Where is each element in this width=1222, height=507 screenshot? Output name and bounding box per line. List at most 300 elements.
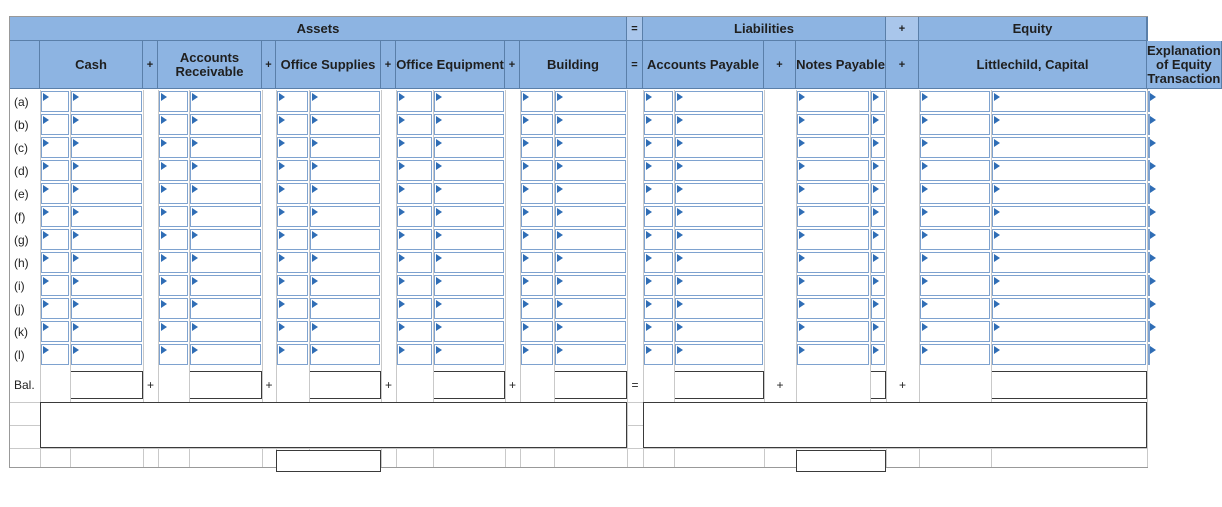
dropdown-marker-icon bbox=[557, 139, 563, 147]
dropdown-marker-icon bbox=[399, 231, 405, 239]
entry-field[interactable] bbox=[992, 160, 1146, 181]
entry-field[interactable] bbox=[71, 298, 142, 319]
office-equipment-header: Office Equipment bbox=[396, 41, 505, 89]
dropdown-marker-icon bbox=[523, 93, 529, 101]
entry-field[interactable] bbox=[71, 114, 142, 135]
entry-field[interactable] bbox=[277, 229, 308, 250]
entry-field[interactable] bbox=[797, 344, 869, 365]
entry-field[interactable] bbox=[159, 160, 188, 181]
entry-field[interactable] bbox=[675, 252, 763, 273]
entry-field[interactable] bbox=[310, 137, 380, 158]
entry-field[interactable] bbox=[521, 137, 553, 158]
dropdown-marker-icon bbox=[646, 162, 652, 170]
entry-field[interactable] bbox=[644, 206, 673, 227]
entry-field[interactable] bbox=[71, 91, 142, 112]
entry-field[interactable] bbox=[871, 229, 885, 250]
entry-field[interactable] bbox=[277, 137, 308, 158]
entry-field[interactable] bbox=[1148, 298, 1150, 319]
op-header: + bbox=[381, 41, 396, 89]
entry-field[interactable] bbox=[310, 321, 380, 342]
entry-field[interactable] bbox=[920, 183, 990, 204]
grid-line bbox=[10, 448, 1147, 449]
entry-field[interactable] bbox=[871, 183, 885, 204]
balance-operator: = bbox=[631, 378, 639, 392]
entry-field[interactable] bbox=[920, 252, 990, 273]
entry-field[interactable] bbox=[434, 298, 504, 319]
entry-field[interactable] bbox=[992, 321, 1146, 342]
dropdown-marker-icon bbox=[161, 277, 167, 285]
entry-field[interactable] bbox=[397, 298, 432, 319]
entry-field[interactable] bbox=[555, 160, 626, 181]
entry-field[interactable] bbox=[992, 91, 1146, 112]
entry-field[interactable] bbox=[310, 229, 380, 250]
entry-field[interactable] bbox=[159, 298, 188, 319]
entry-field[interactable] bbox=[521, 206, 553, 227]
entry-field[interactable] bbox=[190, 160, 261, 181]
dropdown-marker-icon bbox=[1150, 116, 1156, 124]
dropdown-marker-icon bbox=[799, 231, 805, 239]
entry-field[interactable] bbox=[797, 252, 869, 273]
entry-field[interactable] bbox=[644, 114, 673, 135]
entry-field[interactable] bbox=[797, 114, 869, 135]
entry-field[interactable] bbox=[920, 114, 990, 135]
entry-field[interactable] bbox=[71, 252, 142, 273]
entry-field[interactable] bbox=[675, 275, 763, 296]
entry-field[interactable] bbox=[41, 275, 69, 296]
dropdown-marker-icon bbox=[677, 93, 683, 101]
entry-field[interactable] bbox=[871, 137, 885, 158]
balance-field[interactable] bbox=[70, 371, 143, 399]
balance-field[interactable] bbox=[991, 371, 1147, 399]
dropdown-marker-icon bbox=[677, 323, 683, 331]
dropdown-marker-icon bbox=[312, 93, 318, 101]
entry-field[interactable] bbox=[159, 137, 188, 158]
entry-field[interactable] bbox=[397, 321, 432, 342]
entry-field[interactable] bbox=[521, 275, 553, 296]
dropdown-marker-icon bbox=[192, 300, 198, 308]
entry-field[interactable] bbox=[644, 275, 673, 296]
entry-field[interactable] bbox=[159, 275, 188, 296]
entry-field[interactable] bbox=[871, 160, 885, 181]
entry-field[interactable] bbox=[71, 160, 142, 181]
row-label: (h) bbox=[14, 255, 29, 270]
dropdown-marker-icon bbox=[646, 254, 652, 262]
entry-field[interactable] bbox=[190, 91, 261, 112]
entry-field[interactable] bbox=[71, 344, 142, 365]
equity-group-header: Equity bbox=[919, 17, 1147, 41]
assets-total-box[interactable] bbox=[40, 402, 627, 448]
entry-field[interactable] bbox=[555, 275, 626, 296]
entry-field[interactable] bbox=[1148, 275, 1150, 296]
entry-field[interactable] bbox=[920, 160, 990, 181]
explanation-header: Explanation of Equity Transaction bbox=[1147, 41, 1222, 89]
entry-field[interactable] bbox=[434, 137, 504, 158]
entry-field[interactable] bbox=[1148, 160, 1150, 181]
entry-field[interactable] bbox=[871, 344, 885, 365]
entry-field[interactable] bbox=[871, 275, 885, 296]
balance-field[interactable] bbox=[189, 371, 262, 399]
dropdown-marker-icon bbox=[43, 208, 49, 216]
entry-field[interactable] bbox=[675, 91, 763, 112]
entry-field[interactable] bbox=[190, 183, 261, 204]
dropdown-marker-icon bbox=[1150, 93, 1156, 101]
entry-field[interactable] bbox=[1148, 137, 1150, 158]
dropdown-marker-icon bbox=[677, 300, 683, 308]
entry-field[interactable] bbox=[555, 183, 626, 204]
entry-field[interactable] bbox=[310, 114, 380, 135]
dropdown-marker-icon bbox=[873, 231, 879, 239]
dropdown-marker-icon bbox=[646, 185, 652, 193]
entry-field[interactable] bbox=[797, 298, 869, 319]
entry-field[interactable] bbox=[190, 114, 261, 135]
entry-field[interactable] bbox=[871, 206, 885, 227]
entry-field[interactable] bbox=[644, 229, 673, 250]
entry-field[interactable] bbox=[521, 91, 553, 112]
dropdown-marker-icon bbox=[43, 116, 49, 124]
row-label: (k) bbox=[14, 324, 28, 339]
dropdown-marker-icon bbox=[73, 162, 79, 170]
entry-field[interactable] bbox=[277, 114, 308, 135]
dropdown-marker-icon bbox=[873, 277, 879, 285]
dropdown-marker-icon bbox=[557, 208, 563, 216]
entry-field[interactable] bbox=[797, 275, 869, 296]
dropdown-marker-icon bbox=[677, 139, 683, 147]
entry-field[interactable] bbox=[644, 321, 673, 342]
entry-field[interactable] bbox=[397, 252, 432, 273]
entry-field[interactable] bbox=[992, 206, 1146, 227]
entry-field[interactable] bbox=[675, 160, 763, 181]
entry-field[interactable] bbox=[920, 298, 990, 319]
liabilities-equity-total-box[interactable] bbox=[643, 402, 1147, 448]
entry-field[interactable] bbox=[797, 229, 869, 250]
dropdown-marker-icon bbox=[279, 277, 285, 285]
entry-field[interactable] bbox=[159, 229, 188, 250]
entry-field[interactable] bbox=[797, 160, 869, 181]
entry-field[interactable] bbox=[190, 137, 261, 158]
dropdown-marker-icon bbox=[399, 346, 405, 354]
balance-field[interactable] bbox=[554, 371, 627, 399]
entry-field[interactable] bbox=[920, 321, 990, 342]
entry-field[interactable] bbox=[1148, 252, 1150, 273]
entry-field[interactable] bbox=[992, 229, 1146, 250]
entry-field[interactable] bbox=[644, 183, 673, 204]
dropdown-marker-icon bbox=[312, 277, 318, 285]
entry-field[interactable] bbox=[159, 183, 188, 204]
entry-field[interactable] bbox=[1148, 114, 1150, 135]
entry-field[interactable] bbox=[41, 137, 69, 158]
entry-field[interactable] bbox=[190, 206, 261, 227]
entry-field[interactable] bbox=[277, 321, 308, 342]
dropdown-marker-icon bbox=[312, 323, 318, 331]
entry-field[interactable] bbox=[871, 91, 885, 112]
entry-field[interactable] bbox=[555, 344, 626, 365]
dropdown-marker-icon bbox=[192, 277, 198, 285]
dropdown-marker-icon bbox=[922, 277, 928, 285]
entry-field[interactable] bbox=[1148, 344, 1150, 365]
entry-field[interactable] bbox=[992, 183, 1146, 204]
row-label: (g) bbox=[14, 232, 29, 247]
dropdown-marker-icon bbox=[73, 254, 79, 262]
entry-field[interactable] bbox=[675, 183, 763, 204]
subtotal-box[interactable] bbox=[276, 450, 381, 472]
dropdown-marker-icon bbox=[279, 162, 285, 170]
entry-field[interactable] bbox=[434, 160, 504, 181]
entry-field[interactable] bbox=[397, 229, 432, 250]
entry-field[interactable] bbox=[277, 91, 308, 112]
entry-field[interactable] bbox=[397, 114, 432, 135]
entry-field[interactable] bbox=[644, 91, 673, 112]
entry-field[interactable] bbox=[675, 137, 763, 158]
entry-field[interactable] bbox=[555, 229, 626, 250]
dropdown-marker-icon bbox=[994, 323, 1000, 331]
entry-field[interactable] bbox=[71, 206, 142, 227]
entry-field[interactable] bbox=[277, 206, 308, 227]
entry-field[interactable] bbox=[1148, 229, 1150, 250]
entry-field[interactable] bbox=[434, 252, 504, 273]
entry-field[interactable] bbox=[644, 344, 673, 365]
entry-field[interactable] bbox=[675, 206, 763, 227]
entry-field[interactable] bbox=[992, 252, 1146, 273]
entry-field[interactable] bbox=[521, 344, 553, 365]
entry-field[interactable] bbox=[675, 321, 763, 342]
entry-field[interactable] bbox=[277, 344, 308, 365]
entry-field[interactable] bbox=[797, 321, 869, 342]
dropdown-marker-icon bbox=[994, 231, 1000, 239]
entry-field[interactable] bbox=[992, 137, 1146, 158]
dropdown-marker-icon bbox=[994, 300, 1000, 308]
dropdown-marker-icon bbox=[873, 185, 879, 193]
entry-field[interactable] bbox=[310, 344, 380, 365]
entry-field[interactable] bbox=[521, 160, 553, 181]
entry-field[interactable] bbox=[310, 206, 380, 227]
dropdown-marker-icon bbox=[399, 208, 405, 216]
entry-field[interactable] bbox=[159, 321, 188, 342]
entry-field[interactable] bbox=[992, 344, 1146, 365]
entry-field[interactable] bbox=[434, 344, 504, 365]
entry-field[interactable] bbox=[190, 344, 261, 365]
entry-field[interactable] bbox=[41, 206, 69, 227]
balance-field[interactable] bbox=[433, 371, 505, 399]
entry-field[interactable] bbox=[521, 252, 553, 273]
entry-field[interactable] bbox=[277, 183, 308, 204]
entry-field[interactable] bbox=[675, 229, 763, 250]
entry-field[interactable] bbox=[397, 91, 432, 112]
entry-field[interactable] bbox=[1148, 91, 1150, 112]
entry-field[interactable] bbox=[644, 160, 673, 181]
entry-field[interactable] bbox=[920, 344, 990, 365]
entry-field[interactable] bbox=[521, 321, 553, 342]
entry-field[interactable] bbox=[1148, 183, 1150, 204]
dropdown-marker-icon bbox=[279, 116, 285, 124]
entry-field[interactable] bbox=[797, 183, 869, 204]
dropdown-marker-icon bbox=[873, 346, 879, 354]
entry-field[interactable] bbox=[434, 206, 504, 227]
dropdown-marker-icon bbox=[43, 323, 49, 331]
entry-field[interactable] bbox=[397, 206, 432, 227]
entry-field[interactable] bbox=[797, 91, 869, 112]
entry-field[interactable] bbox=[434, 183, 504, 204]
entry-field[interactable] bbox=[190, 321, 261, 342]
entry-field[interactable] bbox=[555, 206, 626, 227]
row-label: (j) bbox=[14, 301, 25, 316]
dropdown-marker-icon bbox=[557, 93, 563, 101]
grid-line bbox=[627, 90, 628, 467]
entry-field[interactable] bbox=[521, 183, 553, 204]
entry-field[interactable] bbox=[190, 275, 261, 296]
entry-field[interactable] bbox=[159, 344, 188, 365]
dropdown-marker-icon bbox=[161, 231, 167, 239]
dropdown-marker-icon bbox=[994, 185, 1000, 193]
dropdown-marker-icon bbox=[43, 346, 49, 354]
entry-field[interactable] bbox=[521, 229, 553, 250]
entry-field[interactable] bbox=[277, 160, 308, 181]
entry-field[interactable] bbox=[397, 137, 432, 158]
entry-field[interactable] bbox=[644, 252, 673, 273]
entry-field[interactable] bbox=[159, 252, 188, 273]
entry-field[interactable] bbox=[1148, 206, 1150, 227]
dropdown-marker-icon bbox=[312, 208, 318, 216]
entry-field[interactable] bbox=[675, 114, 763, 135]
dropdown-marker-icon bbox=[43, 93, 49, 101]
entry-field[interactable] bbox=[871, 321, 885, 342]
entry-field[interactable] bbox=[310, 275, 380, 296]
entry-field[interactable] bbox=[920, 91, 990, 112]
entry-field[interactable] bbox=[434, 114, 504, 135]
dropdown-marker-icon bbox=[873, 162, 879, 170]
entry-field[interactable] bbox=[310, 183, 380, 204]
entry-field[interactable] bbox=[434, 321, 504, 342]
entry-field[interactable] bbox=[41, 160, 69, 181]
entry-field[interactable] bbox=[434, 91, 504, 112]
dropdown-marker-icon bbox=[799, 139, 805, 147]
entry-field[interactable] bbox=[190, 252, 261, 273]
subtotal-box[interactable] bbox=[796, 450, 886, 472]
entry-field[interactable] bbox=[521, 298, 553, 319]
entry-field[interactable] bbox=[797, 137, 869, 158]
entry-field[interactable] bbox=[555, 91, 626, 112]
entry-field[interactable] bbox=[71, 137, 142, 158]
entry-field[interactable] bbox=[434, 275, 504, 296]
entry-field[interactable] bbox=[920, 229, 990, 250]
balance-operator: + bbox=[508, 378, 516, 392]
dropdown-marker-icon bbox=[873, 254, 879, 262]
dropdown-marker-icon bbox=[312, 300, 318, 308]
dropdown-marker-icon bbox=[312, 231, 318, 239]
dropdown-marker-icon bbox=[161, 116, 167, 124]
entry-field[interactable] bbox=[41, 183, 69, 204]
entry-field[interactable] bbox=[871, 114, 885, 135]
entry-field[interactable] bbox=[190, 298, 261, 319]
entry-field[interactable] bbox=[397, 275, 432, 296]
dropdown-marker-icon bbox=[994, 208, 1000, 216]
entry-field[interactable] bbox=[41, 229, 69, 250]
entry-field[interactable] bbox=[920, 137, 990, 158]
entry-field[interactable] bbox=[555, 114, 626, 135]
entry-field[interactable] bbox=[190, 229, 261, 250]
entry-field[interactable] bbox=[41, 344, 69, 365]
entry-field[interactable] bbox=[41, 252, 69, 273]
entry-field[interactable] bbox=[41, 91, 69, 112]
entry-field[interactable] bbox=[71, 275, 142, 296]
entry-field[interactable] bbox=[675, 344, 763, 365]
balance-field[interactable] bbox=[674, 371, 764, 399]
entry-field[interactable] bbox=[992, 275, 1146, 296]
entry-field[interactable] bbox=[555, 298, 626, 319]
entry-field[interactable] bbox=[41, 321, 69, 342]
entry-field[interactable] bbox=[277, 298, 308, 319]
dropdown-marker-icon bbox=[799, 323, 805, 331]
entry-field[interactable] bbox=[41, 298, 69, 319]
entry-field[interactable] bbox=[397, 183, 432, 204]
entry-field[interactable] bbox=[920, 206, 990, 227]
entry-field[interactable] bbox=[797, 206, 869, 227]
entry-field[interactable] bbox=[397, 344, 432, 365]
entry-field[interactable] bbox=[644, 298, 673, 319]
entry-field[interactable] bbox=[310, 252, 380, 273]
dropdown-marker-icon bbox=[922, 254, 928, 262]
entry-field[interactable] bbox=[277, 275, 308, 296]
entry-field[interactable] bbox=[41, 114, 69, 135]
entry-field[interactable] bbox=[397, 160, 432, 181]
entry-field[interactable] bbox=[675, 298, 763, 319]
entry-field[interactable] bbox=[310, 298, 380, 319]
dropdown-marker-icon bbox=[994, 139, 1000, 147]
entry-field[interactable] bbox=[521, 114, 553, 135]
dropdown-marker-icon bbox=[799, 116, 805, 124]
entry-field[interactable] bbox=[1148, 321, 1150, 342]
entry-field[interactable] bbox=[159, 114, 188, 135]
entry-field[interactable] bbox=[992, 114, 1146, 135]
entry-field[interactable] bbox=[871, 298, 885, 319]
entry-field[interactable] bbox=[555, 321, 626, 342]
entry-field[interactable] bbox=[159, 91, 188, 112]
equals-group-header: = bbox=[627, 17, 643, 41]
dropdown-marker-icon bbox=[73, 208, 79, 216]
entry-field[interactable] bbox=[71, 183, 142, 204]
dropdown-marker-icon bbox=[799, 93, 805, 101]
balance-field[interactable] bbox=[309, 371, 381, 399]
dropdown-marker-icon bbox=[161, 185, 167, 193]
dropdown-marker-icon bbox=[161, 208, 167, 216]
entry-field[interactable] bbox=[644, 137, 673, 158]
dropdown-marker-icon bbox=[399, 116, 405, 124]
balance-field[interactable] bbox=[870, 371, 886, 399]
entry-field[interactable] bbox=[310, 160, 380, 181]
entry-field[interactable] bbox=[159, 206, 188, 227]
entry-field[interactable] bbox=[871, 252, 885, 273]
entry-field[interactable] bbox=[992, 298, 1146, 319]
entry-field[interactable] bbox=[434, 229, 504, 250]
dropdown-marker-icon bbox=[557, 300, 563, 308]
entry-field[interactable] bbox=[71, 321, 142, 342]
dropdown-marker-icon bbox=[312, 162, 318, 170]
balance-operator: + bbox=[898, 378, 906, 392]
dropdown-marker-icon bbox=[312, 185, 318, 193]
accounts-payable-header: Accounts Payable bbox=[643, 41, 764, 89]
dropdown-marker-icon bbox=[873, 208, 879, 216]
assets-group-header: Assets bbox=[10, 17, 627, 41]
dropdown-marker-icon bbox=[922, 300, 928, 308]
dropdown-marker-icon bbox=[436, 162, 442, 170]
entry-field[interactable] bbox=[920, 275, 990, 296]
dropdown-marker-icon bbox=[677, 185, 683, 193]
entry-field[interactable] bbox=[555, 252, 626, 273]
dropdown-marker-icon bbox=[922, 346, 928, 354]
entry-field[interactable] bbox=[277, 252, 308, 273]
entry-field[interactable] bbox=[555, 137, 626, 158]
entry-field[interactable] bbox=[310, 91, 380, 112]
entry-field[interactable] bbox=[71, 229, 142, 250]
